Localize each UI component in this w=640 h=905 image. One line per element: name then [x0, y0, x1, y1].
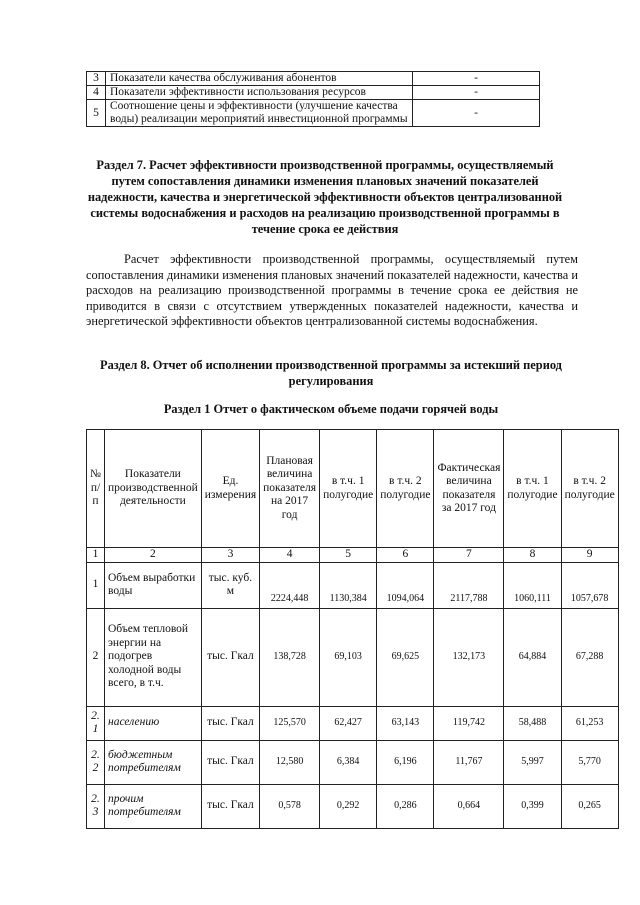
plan-value: 125,570 — [260, 706, 320, 740]
unit: тыс. Гкал — [201, 784, 259, 828]
header-cell: в т.ч. 1 полугодие — [320, 430, 377, 548]
section-8-heading: Раздел 8. Отчет об исполнении производственной программы за истекший период регулирования — [100, 358, 562, 388]
row-number: 3 — [87, 72, 106, 86]
header-cell: Фактическая величина показателя за 2017 год — [434, 430, 504, 548]
plan-half-1: 1130,384 — [320, 562, 377, 608]
fact-half-1: 5,997 — [504, 740, 561, 784]
table-row — [87, 608, 619, 706]
fact-value: 11,767 — [434, 740, 504, 784]
indicator-name: населению — [104, 706, 201, 740]
fact-half-1: 58,488 — [504, 706, 561, 740]
indicator-text: Соотношение цены и эффективности (улучшение качества воды) реализации мероприятий инвестиционной программы — [106, 100, 413, 127]
column-number: 2 — [104, 548, 201, 563]
plan-half-2: 0,286 — [377, 784, 434, 828]
indicator-text: Показатели эффективности использования ресурсов — [106, 86, 413, 100]
header-cell: Показатели производственной деятельности — [104, 430, 201, 548]
section-7-heading: Раздел 7. Расчет эффективности производственной программы, осуществляемый путем сопоставления динамики изменения плановых значений показателей надежности, качества и энергетической эффективности объектов централизованной системы водоснабжения и расходов на реализацию производственной программы в течение срока ее действия — [87, 158, 563, 236]
unit: тыс. Гкал — [201, 706, 259, 740]
column-number: 5 — [320, 548, 377, 563]
fact-value: 132,173 — [434, 608, 504, 706]
fact-half-1: 1060,111 — [504, 562, 561, 608]
unit: тыс. Гкал — [201, 608, 259, 706]
fact-value: 0,664 — [434, 784, 504, 828]
column-number: 3 — [201, 548, 259, 563]
header-cell: Плановая величина показателя на 2017 год — [260, 430, 320, 548]
header-cell: Ед. измерения — [201, 430, 259, 548]
column-number: 9 — [561, 548, 618, 563]
indicator-value: - — [413, 86, 540, 100]
fact-half-2: 0,265 — [561, 784, 618, 828]
plan-value: 12,580 — [260, 740, 320, 784]
table-row — [87, 86, 540, 100]
plan-half-2: 63,143 — [377, 706, 434, 740]
hot-water-report-table — [86, 429, 619, 829]
plan-half-1: 69,103 — [320, 608, 377, 706]
indicator-name: прочим потребителям — [104, 784, 201, 828]
section-7-paragraph: Расчет эффективности производственной программы, осуществляемый путем сопоставления динамики изменения плановых значений показателей надежности, качества и расходов на реализацию производственной программы в течение срока ее действия не приводится в связи с отсутствием утвержденных показателей надежности, качества и энергетической эффективности объектов централизованной системы водоснабжения. — [86, 252, 578, 329]
row-number: 1 — [87, 562, 105, 608]
header-cell: в т.ч. 2 полугодие — [377, 430, 434, 548]
plan-half-1: 0,292 — [320, 784, 377, 828]
indicator-name: Объем выработки воды — [104, 562, 201, 608]
column-number: 4 — [260, 548, 320, 563]
column-number: 7 — [434, 548, 504, 563]
fact-value: 2117,788 — [434, 562, 504, 608]
unit: тыс. куб. м — [201, 562, 259, 608]
indicator-name: бюджетным потребителям — [104, 740, 201, 784]
column-number: 6 — [377, 548, 434, 563]
indicator-name: Объем тепловой энергии на подогрев холодной воды всего, в т.ч. — [104, 608, 201, 706]
plan-half-2: 1094,064 — [377, 562, 434, 608]
quality-indicators-table — [86, 71, 540, 127]
fact-half-2: 1057,678 — [561, 562, 618, 608]
header-row — [87, 430, 619, 548]
table-row — [87, 72, 540, 86]
row-number: 2. 1 — [87, 706, 105, 740]
fact-half-2: 5,770 — [561, 740, 618, 784]
unit: тыс. Гкал — [201, 740, 259, 784]
indicator-value: - — [413, 100, 540, 127]
plan-value: 2224,448 — [260, 562, 320, 608]
header-cell: в т.ч. 2 полугодие — [561, 430, 618, 548]
indicator-text: Показатели качества обслуживания абонентов — [106, 72, 413, 86]
header-cell: в т.ч. 1 полугодие — [504, 430, 561, 548]
table-row — [87, 100, 540, 127]
column-number: 1 — [87, 548, 105, 563]
table-row — [87, 740, 619, 784]
table-row — [87, 784, 619, 828]
row-number: 2 — [87, 608, 105, 706]
section-8-subheading: Раздел 1 Отчет о фактическом объеме подачи горячей воды — [163, 402, 499, 416]
fact-value: 119,742 — [434, 706, 504, 740]
plan-value: 138,728 — [260, 608, 320, 706]
row-number: 4 — [87, 86, 106, 100]
plan-half-2: 69,625 — [377, 608, 434, 706]
table-row — [87, 562, 619, 608]
table-row — [87, 706, 619, 740]
indicator-value: - — [413, 72, 540, 86]
header-cell: № п/п — [87, 430, 105, 548]
fact-half-1: 0,399 — [504, 784, 561, 828]
fact-half-1: 64,884 — [504, 608, 561, 706]
column-number: 8 — [504, 548, 561, 563]
column-number-row — [87, 548, 619, 563]
plan-value: 0,578 — [260, 784, 320, 828]
row-number: 2. 2 — [87, 740, 105, 784]
row-number: 5 — [87, 100, 106, 127]
fact-half-2: 61,253 — [561, 706, 618, 740]
plan-half-1: 62,427 — [320, 706, 377, 740]
plan-half-1: 6,384 — [320, 740, 377, 784]
row-number: 2. 3 — [87, 784, 105, 828]
fact-half-2: 67,288 — [561, 608, 618, 706]
plan-half-2: 6,196 — [377, 740, 434, 784]
